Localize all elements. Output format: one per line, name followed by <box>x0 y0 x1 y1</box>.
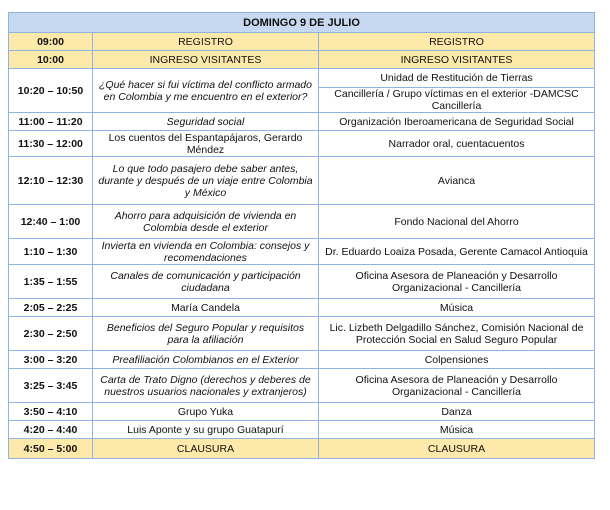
session-title: Preafiliación Colombianos en el Exterior <box>93 351 319 369</box>
session-host: Organización Iberoamericana de Seguridad Social <box>319 113 595 131</box>
schedule-row <box>9 351 595 369</box>
session-title: CLAUSURA <box>93 439 319 459</box>
session-host: Dr. Eduardo Loaiza Posada, Gerente Camacol Antioquia <box>319 239 595 265</box>
session-host: Colpensiones <box>319 351 595 369</box>
session-title: Luis Aponte y su grupo Guatapurí <box>93 421 319 439</box>
session-host: Avianca <box>319 157 595 205</box>
schedule-row-highlight <box>9 51 595 69</box>
session-title: Los cuentos del Espantapájaros, Gerardo Méndez <box>93 131 319 157</box>
session-title: ¿Qué hacer si fui víctima del conflicto armado en Colombia y me encuentro en el exterior? <box>93 69 319 113</box>
schedule-row <box>9 265 595 299</box>
schedule-header-row <box>9 13 595 33</box>
session-title: Seguridad social <box>93 113 319 131</box>
session-host: Lic. Lizbeth Delgadillo Sánchez, Comisión Nacional de Protección Social en Salud Seguro Popular <box>319 317 595 351</box>
schedule-row <box>9 403 595 421</box>
schedule-row <box>9 369 595 403</box>
session-time: 09:00 <box>9 33 93 51</box>
session-time: 10:00 <box>9 51 93 69</box>
session-time: 1:10 – 1:30 <box>9 239 93 265</box>
session-time: 10:20 – 10:50 <box>9 69 93 113</box>
session-title: Canales de comunicación y participación ciudadana <box>93 265 319 299</box>
schedule-row <box>9 299 595 317</box>
session-time: 11:30 – 12:00 <box>9 131 93 157</box>
session-title: Ahorro para adquisición de vivienda en Colombia desde el exterior <box>93 205 319 239</box>
schedule-row-highlight <box>9 33 595 51</box>
session-host: Música <box>319 299 595 317</box>
schedule-title: DOMINGO 9 DE JULIO <box>9 13 595 33</box>
schedule-row <box>9 157 595 205</box>
session-title: Carta de Trato Digno (derechos y deberes de nuestros usuarios nacionales y extranjeros) <box>93 369 319 403</box>
session-host-secondary: Cancillería / Grupo víctimas en el exterior -DAMCSC Cancillería <box>319 88 595 113</box>
session-title: Grupo Yuka <box>93 403 319 421</box>
schedule-row <box>9 239 595 265</box>
session-host: CLAUSURA <box>319 439 595 459</box>
session-host: Fondo Nacional del Ahorro <box>319 205 595 239</box>
session-time: 3:25 – 3:45 <box>9 369 93 403</box>
session-host: Oficina Asesora de Planeación y Desarrollo Organizacional - Cancillería <box>319 369 595 403</box>
session-time: 12:40 – 1:00 <box>9 205 93 239</box>
session-host: Música <box>319 421 595 439</box>
schedule-row <box>9 131 595 157</box>
session-time: 3:50 – 4:10 <box>9 403 93 421</box>
session-time: 4:50 – 5:00 <box>9 439 93 459</box>
session-time: 12:10 – 12:30 <box>9 157 93 205</box>
session-host: Unidad de Restitución de Tierras <box>319 69 595 88</box>
schedule-row <box>9 421 595 439</box>
session-time: 2:05 – 2:25 <box>9 299 93 317</box>
session-time: 1:35 – 1:55 <box>9 265 93 299</box>
session-title: Lo que todo pasajero debe saber antes, durante y después de un viaje entre Colombia y México <box>93 157 319 205</box>
session-host: INGRESO VISITANTES <box>319 51 595 69</box>
session-title: INGRESO VISITANTES <box>93 51 319 69</box>
session-time: 3:00 – 3:20 <box>9 351 93 369</box>
session-host: Danza <box>319 403 595 421</box>
session-time: 11:00 – 11:20 <box>9 113 93 131</box>
session-host: Narrador oral, cuentacuentos <box>319 131 595 157</box>
session-title: María Candela <box>93 299 319 317</box>
schedule-table <box>8 12 595 459</box>
session-host: REGISTRO <box>319 33 595 51</box>
session-title: Beneficios del Seguro Popular y requisitos para la afiliación <box>93 317 319 351</box>
session-title: Invierta en vivienda en Colombia: consejos y recomendaciones <box>93 239 319 265</box>
session-host: Oficina Asesora de Planeación y Desarrollo Organizacional - Cancillería <box>319 265 595 299</box>
schedule-row <box>9 317 595 351</box>
session-time: 4:20 – 4:40 <box>9 421 93 439</box>
session-time: 2:30 – 2:50 <box>9 317 93 351</box>
schedule-row <box>9 69 595 88</box>
schedule-row-highlight <box>9 439 595 459</box>
session-title: REGISTRO <box>93 33 319 51</box>
schedule-row <box>9 205 595 239</box>
schedule-row <box>9 113 595 131</box>
